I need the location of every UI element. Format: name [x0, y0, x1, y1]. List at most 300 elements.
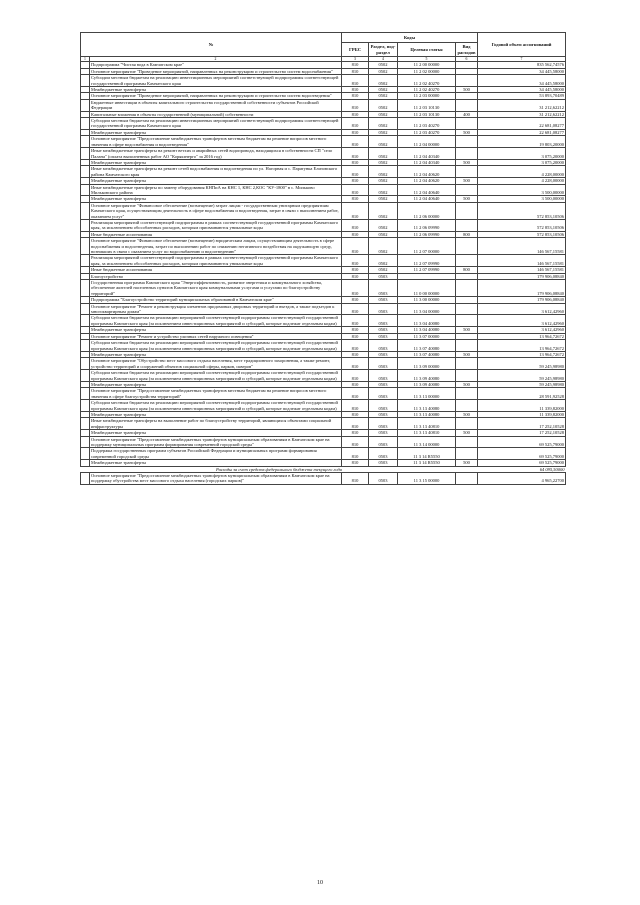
row-expense: 500 — [456, 159, 478, 165]
row-target: 11 2 04 40620 — [398, 166, 456, 178]
table-row — [81, 370, 566, 382]
row-name: Межбюджетные трансферты — [90, 411, 342, 417]
table-row — [81, 473, 566, 485]
row-expense: 400 — [456, 111, 478, 117]
row-section: 0503 — [369, 280, 398, 297]
row-number — [81, 148, 90, 160]
row-number — [81, 280, 90, 297]
row-amount: 34 445,58000 — [478, 68, 566, 74]
row-grbs: 810 — [342, 280, 369, 297]
row-target: 11 3 13 40810 — [398, 418, 456, 430]
row-section: 0502 — [369, 99, 398, 111]
index-cell: 1 — [81, 57, 90, 62]
row-grbs: 810 — [342, 87, 369, 93]
row-target: 11 0 00 00000 — [398, 280, 456, 297]
table-row — [81, 202, 566, 219]
row-target: 11 3 07 40080 — [398, 351, 456, 357]
row-section: 0503 — [369, 297, 398, 303]
index-cell: 4 — [369, 57, 398, 62]
row-expense — [456, 255, 478, 267]
row-name: Субсидии местным бюджетам на реализацию мероприятий соответствующей подпрограммы соответствующей государственной программы Камчатского края (за исключением инвестиционных мероприятий и субсидий, которые подлежат отдельным кодам) — [90, 340, 342, 352]
row-grbs: 810 — [342, 297, 369, 303]
row-number — [81, 99, 90, 111]
table-row — [81, 418, 566, 430]
table-row — [81, 400, 566, 412]
row-grbs: 810 — [342, 202, 369, 219]
table-row — [81, 148, 566, 160]
row-section: 0503 — [369, 411, 398, 417]
row-section: 0502 — [369, 87, 398, 93]
row-name: Поддержка государственных программ субъектов Российской Федерации и муниципальных программ формирования современной городской среды — [90, 448, 342, 460]
row-target: 11 2 02 00000 — [398, 68, 456, 74]
row-expense — [456, 118, 478, 130]
index-cell: 3 — [342, 57, 369, 62]
row-grbs: 810 — [342, 231, 369, 237]
row-amount: 13 964,72672 — [478, 333, 566, 339]
row-target: 11 3 14 00000 — [398, 436, 456, 448]
row-expense — [456, 400, 478, 412]
row-name: Иные бюджетные ассигнования — [90, 231, 342, 237]
table-row — [81, 280, 566, 297]
row-grbs: 810 — [342, 430, 369, 436]
row-grbs: 810 — [342, 75, 369, 87]
row-name: Реализация мероприятий соответствующей подпрограммы в рамках соответствующей государственной программы Камчатского края, за исключением обособленных расходов, которым присваиваются уникальные коды — [90, 219, 342, 231]
row-amount: 3 075,20000 — [478, 159, 566, 165]
row-name: Межбюджетные трансферты — [90, 87, 342, 93]
table-row — [81, 238, 566, 255]
row-grbs: 810 — [342, 238, 369, 255]
row-target: 11 3 15 00000 — [398, 473, 456, 485]
row-grbs: 810 — [342, 303, 369, 315]
note-text: Расходы за счет средств федерального бюджета текущего года — [81, 466, 478, 472]
row-amount: 13 964,72672 — [478, 351, 566, 357]
row-amount: 69 525,79000 — [478, 460, 566, 466]
row-grbs: 810 — [342, 473, 369, 485]
row-name: Межбюджетные трансферты — [90, 196, 342, 202]
row-grbs: 810 — [342, 255, 369, 267]
row-expense — [456, 238, 478, 255]
row-grbs: 810 — [342, 219, 369, 231]
row-section: 0502 — [369, 166, 398, 178]
row-amount: 34 445,58000 — [478, 87, 566, 93]
budget-table — [80, 32, 566, 485]
row-grbs: 810 — [342, 448, 369, 460]
row-target: 11 2 03 10130 — [398, 111, 456, 117]
row-section: 0503 — [369, 315, 398, 327]
row-target: 11 3 04 40080 — [398, 327, 456, 333]
row-target: 11 2 06 09990 — [398, 231, 456, 237]
index-cell: 7 — [478, 57, 566, 62]
row-target: 11 2 07 09990 — [398, 255, 456, 267]
row-name: Основное мероприятие "Предоставление межбюджетных трансфертов местным бюджетам на решение вопросов местного значения в сфере водоснабжения и водоотведения" — [90, 136, 342, 148]
row-target: 11 2 04 40640 — [398, 196, 456, 202]
table-row — [81, 219, 566, 231]
row-target: 11 3 00 00000 — [398, 297, 456, 303]
row-amount: 17 252,10528 — [478, 430, 566, 436]
row-name: Подпрограмма "Благоустройство территорий муниципальных образований в Камчатском крае" — [90, 297, 342, 303]
row-section: 0502 — [369, 196, 398, 202]
row-grbs: 810 — [342, 381, 369, 387]
row-grbs: 810 — [342, 99, 369, 111]
row-grbs: 810 — [342, 340, 369, 352]
table-row — [81, 136, 566, 148]
row-amount: 13 964,72672 — [478, 340, 566, 352]
row-section: 0503 — [369, 448, 398, 460]
row-section: 0503 — [369, 303, 398, 315]
row-amount: 17 252,10528 — [478, 418, 566, 430]
row-name: Иные межбюджетные трансферты по замену оборудования КНПиА на КНС 1, КНС 2,КОС "КУ-1800" в с. Мильково Мильковского района — [90, 184, 342, 196]
row-amount: 572 853,10506 — [478, 202, 566, 219]
row-expense — [456, 202, 478, 219]
index-cell: 5 — [398, 57, 456, 62]
row-expense — [456, 448, 478, 460]
table-row — [81, 388, 566, 400]
note-amount: 64 095,50000 — [478, 466, 566, 472]
row-section: 0503 — [369, 327, 398, 333]
row-grbs: 810 — [342, 351, 369, 357]
row-section: 0502 — [369, 93, 398, 99]
row-name: Иные бюджетные ассигнования — [90, 267, 342, 273]
row-number — [81, 473, 90, 485]
row-section: 0502 — [369, 159, 398, 165]
row-target: 11 3 07 00000 — [398, 333, 456, 339]
row-name: Межбюджетные трансферты — [90, 460, 342, 466]
row-amount: 59 245,98980 — [478, 370, 566, 382]
row-number — [81, 136, 90, 148]
row-expense: 800 — [456, 231, 478, 237]
table-row — [81, 184, 566, 196]
row-amount: 22 681,08277 — [478, 129, 566, 135]
row-section: 0503 — [369, 473, 398, 485]
row-section: 0503 — [369, 340, 398, 352]
row-expense — [456, 148, 478, 160]
row-amount: 179 906,08840 — [478, 297, 566, 303]
row-expense — [456, 388, 478, 400]
row-section: 0502 — [369, 62, 398, 68]
row-name: Межбюджетные трансферты — [90, 381, 342, 387]
table-row — [81, 340, 566, 352]
row-target: 11 2 07 00000 — [398, 238, 456, 255]
row-name: Реализация мероприятий соответствующей подпрограммы в рамках соответствующей государственной программы Камчатского края, за исключением обособленных расходов, которым присваиваются уникальные коды — [90, 255, 342, 267]
row-name: Межбюджетные трансферты — [90, 351, 342, 357]
table-row — [81, 358, 566, 370]
row-number — [81, 370, 90, 382]
row-number — [81, 255, 90, 267]
row-section: 0503 — [369, 400, 398, 412]
row-section: 0502 — [369, 111, 398, 117]
row-amount: 835 562,74576 — [478, 62, 566, 68]
row-expense: 500 — [456, 430, 478, 436]
table-row — [81, 303, 566, 315]
table-row — [81, 99, 566, 111]
row-expense — [456, 75, 478, 87]
row-amount: 53 893,70489 — [478, 93, 566, 99]
row-grbs: 810 — [342, 184, 369, 196]
row-number — [81, 388, 90, 400]
header-amount: Годовой объем ассигнований — [478, 33, 566, 57]
header-section: Раздел, под-раздел — [369, 43, 398, 57]
row-expense — [456, 473, 478, 485]
row-grbs: 810 — [342, 460, 369, 466]
row-target: 11 3 13 40080 — [398, 400, 456, 412]
row-expense — [456, 136, 478, 148]
row-name: Основное мероприятие "Финансовое обеспечение (возмещение) затрат лицам - государственным унитарным предприятиям Камчатского края, осуществляющим деятельность в сфере водоснабжения и водоотведения, затрат в связи с выполнением работ, оказанием услуг" — [90, 202, 342, 219]
row-target: 11 2 04 40340 — [398, 159, 456, 165]
row-section: 0503 — [369, 460, 398, 466]
row-expense — [456, 280, 478, 297]
row-grbs: 810 — [342, 93, 369, 99]
row-section: 0502 — [369, 148, 398, 160]
row-target: 11 2 03 40270 — [398, 118, 456, 130]
row-name: Межбюджетные трансферты — [90, 430, 342, 436]
row-number — [81, 400, 90, 412]
row-section: 0503 — [369, 418, 398, 430]
row-amount: 3 612,42960 — [478, 315, 566, 327]
row-section: 0503 — [369, 273, 398, 279]
row-section: 0503 — [369, 333, 398, 339]
table-row — [81, 448, 566, 460]
page-number: 10 — [317, 880, 323, 886]
row-section: 0502 — [369, 118, 398, 130]
row-expense: 500 — [456, 178, 478, 184]
row-target: 11 3 07 40080 — [398, 340, 456, 352]
row-target: 11 3 09 40080 — [398, 370, 456, 382]
table-row — [81, 75, 566, 87]
row-amount: 179 906,08840 — [478, 280, 566, 297]
row-expense: 500 — [456, 460, 478, 466]
row-number — [81, 448, 90, 460]
row-number — [81, 118, 90, 130]
header-number: № — [81, 33, 342, 57]
row-target: 11 2 03 00000 — [398, 93, 456, 99]
row-amount: 4 965,22700 — [478, 473, 566, 485]
row-grbs: 810 — [342, 148, 369, 160]
row-name: Межбюджетные трансферты — [90, 159, 342, 165]
row-expense: 500 — [456, 196, 478, 202]
row-number — [81, 303, 90, 315]
row-amount: 4 228,00000 — [478, 166, 566, 178]
row-target: 11 2 04 40620 — [398, 178, 456, 184]
row-target: 11 3 13 40080 — [398, 411, 456, 417]
row-number — [81, 418, 90, 430]
row-amount: 572 853,10506 — [478, 231, 566, 237]
row-amount: 34 445,58000 — [478, 75, 566, 87]
row-target: 11 2 06 09990 — [398, 219, 456, 231]
row-grbs: 810 — [342, 436, 369, 448]
row-name: Капитальные вложения в объекты государственной (муниципальной) собственности — [90, 111, 342, 117]
row-name: Субсидии местным бюджетам на реализацию мероприятий соответствующей подпрограммы соответствующей государственной программы Камчатского края (за исключением инвестиционных мероприятий и субсидий, которые подлежат отдельным кодам) — [90, 315, 342, 327]
row-target: 11 2 04 40640 — [398, 184, 456, 196]
table-header — [81, 33, 566, 62]
row-section: 0502 — [369, 267, 398, 273]
row-amount: 69 525,79000 — [478, 436, 566, 448]
row-amount: 179 906,08840 — [478, 273, 566, 279]
row-grbs: 810 — [342, 267, 369, 273]
row-name: Основное мероприятие "Проведение мероприятий, направленных на реконструкцию и строительство систем водоотведения" — [90, 93, 342, 99]
header-expense: Вид расходов — [457, 44, 476, 55]
row-name: Иные межбюджетные трансферты на выполнение работ по благоустройству территорий, являющихся объектами социальной инфраструктуры — [90, 418, 342, 430]
row-grbs: 810 — [342, 62, 369, 68]
row-section: 0502 — [369, 202, 398, 219]
row-amount: 11 339,82000 — [478, 400, 566, 412]
row-grbs: 810 — [342, 411, 369, 417]
row-target: 11 3 04 40080 — [398, 315, 456, 327]
row-amount: 146 567,15581 — [478, 238, 566, 255]
row-amount: 3 612,42960 — [478, 303, 566, 315]
row-name: Межбюджетные трансферты — [90, 327, 342, 333]
row-name: Межбюджетные трансферты — [90, 178, 342, 184]
row-section: 0503 — [369, 381, 398, 387]
row-target: 11 2 06 00000 — [398, 202, 456, 219]
row-target: 11 3 13 00000 — [398, 388, 456, 400]
row-name: Основное мероприятие "Обустройство мест массового отдыха населения, мест традиционного захоронения, а также ремонт, устройство территорий и сооружений объектов социальной сферы, парков, скверов" — [90, 358, 342, 370]
row-name: Благоустройство — [90, 273, 342, 279]
row-grbs: 810 — [342, 178, 369, 184]
row-expense — [456, 358, 478, 370]
row-name: Иные межбюджетные трансферты на ремонт сетей водоснабжения и водоотведения по ул. Нагорная и с. Паратунка Елизовского района Камчатского края — [90, 166, 342, 178]
row-name: Основное мероприятие "Ремонт и устройство уличных сетей наружного освещения" — [90, 333, 342, 339]
row-section: 0502 — [369, 68, 398, 74]
row-section: 0503 — [369, 388, 398, 400]
row-name: Основное мероприятие "Предоставление межбюджетных трансфертов местным бюджетам на решение вопросов местного значения в сфере благоустройства территорий" — [90, 388, 342, 400]
row-section: 0502 — [369, 136, 398, 148]
row-amount: 3 500,00000 — [478, 184, 566, 196]
row-section: 0502 — [369, 178, 398, 184]
row-number — [81, 219, 90, 231]
row-name: Межбюджетные трансферты — [90, 129, 342, 135]
row-target: 11 3 14 R5550 — [398, 460, 456, 466]
row-name: Субсидии местным бюджетам на реализацию инвестиционных мероприятий соответствующей подпрограммы соответствующей государственной программы Камчатского края — [90, 118, 342, 130]
table-row — [81, 255, 566, 267]
row-grbs: 810 — [342, 68, 369, 74]
row-section: 0503 — [369, 358, 398, 370]
row-amount: 59 245,98980 — [478, 381, 566, 387]
table-row — [81, 118, 566, 130]
row-section: 0502 — [369, 184, 398, 196]
row-expense: 500 — [456, 411, 478, 417]
row-section: 0503 — [369, 430, 398, 436]
document-page — [80, 32, 565, 485]
row-name: Основное мероприятие "Проведение мероприятий, направленных на реконструкцию и строительство систем водоснабжения" — [90, 68, 342, 74]
index-cell: 2 — [90, 57, 342, 62]
row-name: Субсидии местным бюджетам на реализацию мероприятий соответствующей подпрограммы соответствующей государственной программы Камчатского края (за исключением инвестиционных мероприятий и субсидий, которые подлежат отдельным кодам) — [90, 400, 342, 412]
row-grbs: 810 — [342, 315, 369, 327]
row-amount: 3 500,00000 — [478, 196, 566, 202]
row-number — [81, 315, 90, 327]
row-grbs: 810 — [342, 370, 369, 382]
row-target: 11 2 02 40270 — [398, 87, 456, 93]
row-amount: 146 567,15581 — [478, 267, 566, 273]
row-name: Основное мероприятие "Ремонт и реконструкция элементов придомовых дворовых территорий и въездов, а также подъездов к многоквартирным домам" — [90, 303, 342, 315]
row-grbs: 810 — [342, 388, 369, 400]
row-amount: 19 803,20000 — [478, 136, 566, 148]
table-body — [81, 62, 566, 484]
table-row — [81, 315, 566, 327]
row-grbs: 810 — [342, 111, 369, 117]
row-grbs: 810 — [342, 118, 369, 130]
row-amount: 31 212,62212 — [478, 111, 566, 117]
row-grbs: 810 — [342, 358, 369, 370]
row-amount: 4 228,00000 — [478, 178, 566, 184]
row-target: 11 2 04 00000 — [398, 136, 456, 148]
row-expense: 500 — [456, 327, 478, 333]
row-amount: 28 591,92528 — [478, 388, 566, 400]
row-expense: 500 — [456, 351, 478, 357]
row-number — [81, 238, 90, 255]
row-amount: 146 567,15581 — [478, 255, 566, 267]
row-target: 11 2 07 09990 — [398, 267, 456, 273]
row-section: 0503 — [369, 351, 398, 357]
row-grbs: 810 — [342, 159, 369, 165]
row-grbs: 810 — [342, 136, 369, 148]
header-grbs: ГРБС — [342, 43, 369, 57]
row-grbs: 810 — [342, 196, 369, 202]
row-number — [81, 436, 90, 448]
row-number — [81, 202, 90, 219]
row-expense: 500 — [456, 87, 478, 93]
row-target: 11 2 04 40340 — [398, 148, 456, 160]
row-section: 0502 — [369, 75, 398, 87]
row-amount: 59 245,98980 — [478, 358, 566, 370]
row-expense: 800 — [456, 267, 478, 273]
row-number — [81, 166, 90, 178]
row-name: Основное мероприятие "Предоставление межбюджетных трансфертов муниципальным образованиям в Камчатском крае на поддержку муниципальных программ формирования современной городской среды" — [90, 436, 342, 448]
row-expense — [456, 303, 478, 315]
row-name: Основное мероприятие "Финансовое обеспечение (возмещение) юридическим лицам, осуществляющим деятельность в сфере водоснабжения и водоотведения, затрат по выполнению работ по снижению негативного воздействия на окружающую среду, возникших в связи с оказанием услуг по водоснабжению и водоотведению" — [90, 238, 342, 255]
row-expense — [456, 184, 478, 196]
row-target: 11 2 03 10130 — [398, 99, 456, 111]
row-target: 11 3 04 00000 — [398, 303, 456, 315]
row-amount: 31 212,62212 — [478, 99, 566, 111]
row-grbs: 810 — [342, 166, 369, 178]
row-grbs: 810 — [342, 273, 369, 279]
row-expense — [456, 370, 478, 382]
table-row — [81, 436, 566, 448]
row-name: Государственная программа Камчатского края "Энергоэффективность, развитие энергетики и коммунального хозяйства, обеспечение жителей населенных пунктов Камчатского края коммунальными услугами и услугами по благоустройству территорий" — [90, 280, 342, 297]
row-expense — [456, 99, 478, 111]
row-number — [81, 184, 90, 196]
row-section: 0503 — [369, 436, 398, 448]
row-amount: 3 612,42960 — [478, 327, 566, 333]
row-target: 11 3 13 40810 — [398, 430, 456, 436]
row-grbs: 810 — [342, 327, 369, 333]
row-number — [81, 75, 90, 87]
row-name: Основное мероприятие "Предоставление межбюджетных трансфертов муниципальным образованиям в Камчатском крае на поддержку обустройства мест массового отдыха населения (городских парков)" — [90, 473, 342, 485]
row-expense — [456, 166, 478, 178]
row-amount: 572 853,10506 — [478, 219, 566, 231]
row-grbs: 810 — [342, 129, 369, 135]
row-expense — [456, 340, 478, 352]
row-target: 11 3 09 40080 — [398, 381, 456, 387]
row-section: 0502 — [369, 255, 398, 267]
row-target: 11 2 00 00000 — [398, 62, 456, 68]
row-expense: 500 — [456, 129, 478, 135]
row-name: Иные межбюджетные трансферты на ремонт ветхих и аварийных сетей водопровода, находящихся в собственности СП "село Палана" (оплата выполненных работ АО "Корякэнерго" за 2016 год) — [90, 148, 342, 160]
header-target: Целевая статья — [398, 43, 456, 57]
row-expense — [456, 436, 478, 448]
row-number — [81, 358, 90, 370]
row-amount: 69 525,79000 — [478, 448, 566, 460]
row-amount: 11 339,82000 — [478, 411, 566, 417]
row-section: 0502 — [369, 231, 398, 237]
row-grbs: 810 — [342, 418, 369, 430]
row-amount: 22 681,08277 — [478, 118, 566, 130]
row-section: 0502 — [369, 129, 398, 135]
row-expense — [456, 418, 478, 430]
table-row — [81, 166, 566, 178]
row-section: 0503 — [369, 370, 398, 382]
row-target: 11 2 02 40270 — [398, 75, 456, 87]
